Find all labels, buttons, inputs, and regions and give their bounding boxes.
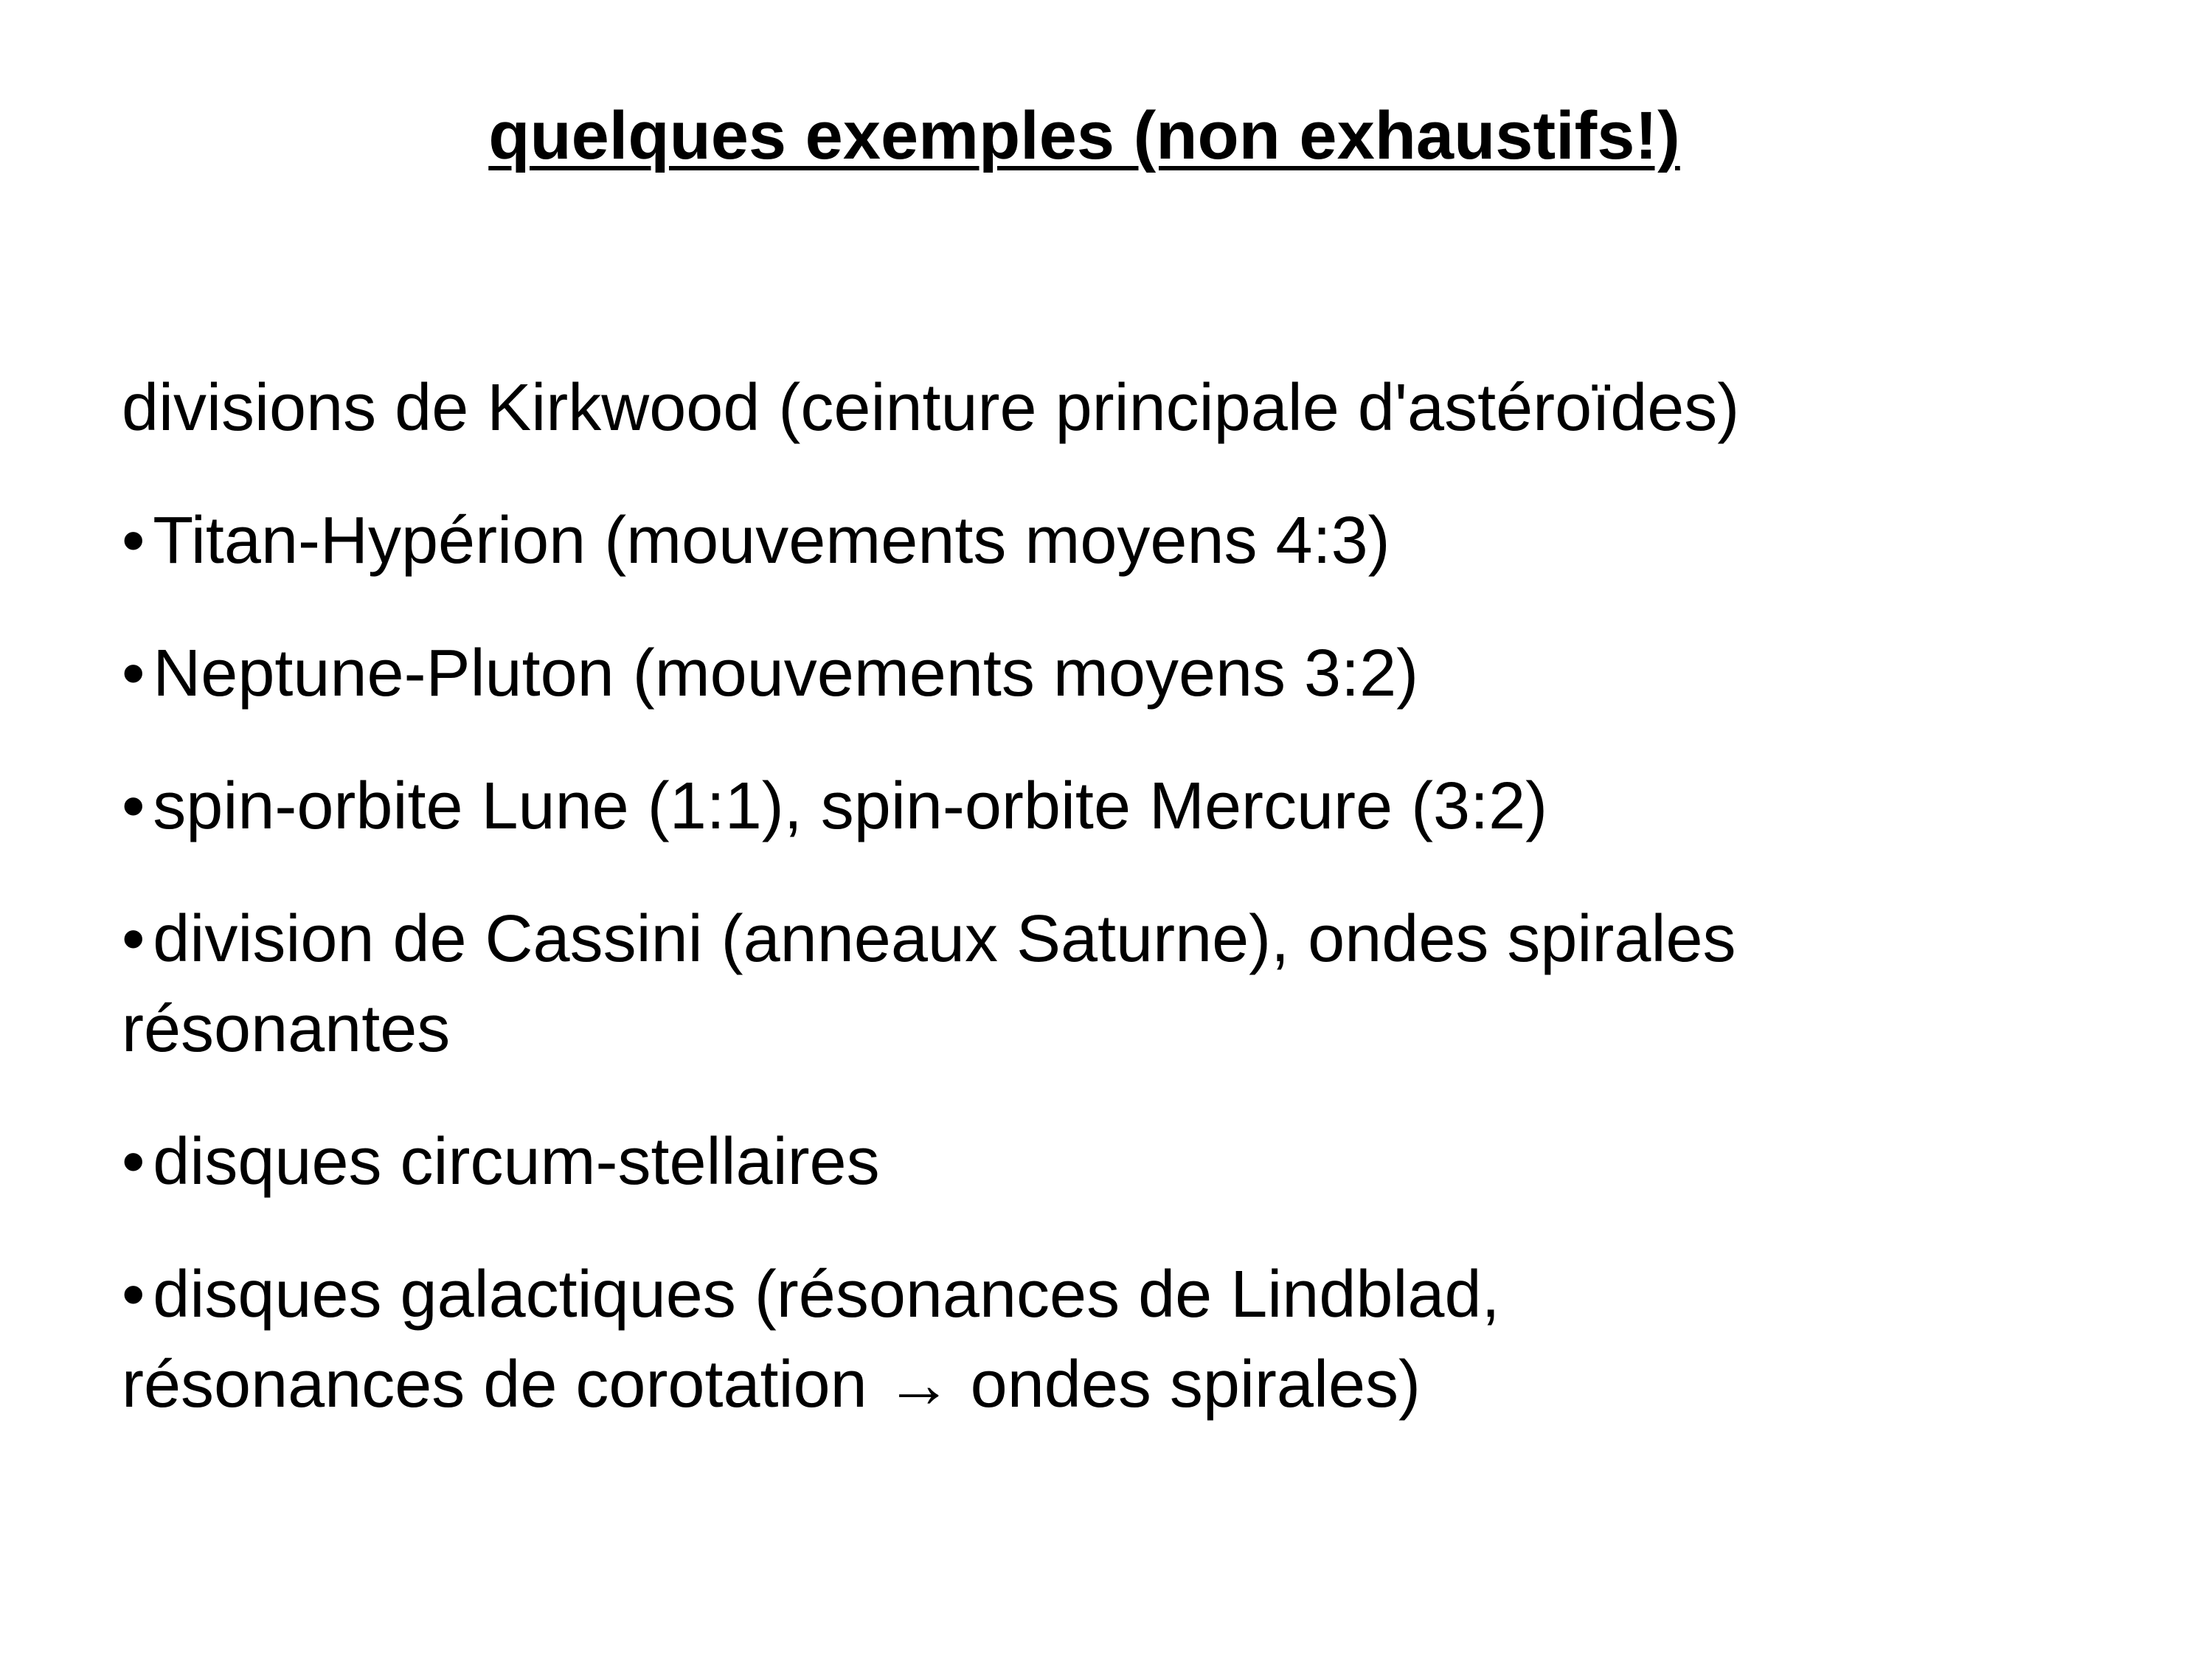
bullet-item-cassini xyxy=(122,894,2113,1074)
slide-body xyxy=(122,363,2113,1472)
bullet-item-titan-hyperion xyxy=(122,496,2113,586)
slide-title: quelques exemples (non exhaustifs!) xyxy=(488,98,1680,173)
bullet-item-neptune-pluton xyxy=(122,628,2113,718)
bullet-text: division de Cassini (anneaux Saturne), ondes spirales xyxy=(153,902,1736,976)
bullet-item-circum-stellaires xyxy=(122,1117,2113,1207)
bullet-text-continuation: résonantes xyxy=(122,992,451,1066)
bullet-icon: • xyxy=(122,1258,145,1331)
intro-text: divisions de Kirkwood (ceinture principale d'astéroïdes) xyxy=(122,371,1740,445)
bullet-text: disques galactiques (résonances de Lindblad, xyxy=(153,1258,1500,1331)
bullet-icon: • xyxy=(122,504,145,578)
bullet-icon: • xyxy=(122,902,145,976)
bullet-item-galactiques xyxy=(122,1250,2113,1430)
bullet-text: Titan-Hypérion (mouvements moyens 4:3) xyxy=(153,504,1390,578)
bullet-text: spin-orbite Lune (1:1), spin-orbite Mercure (3:2) xyxy=(153,769,1548,843)
bullet-icon: • xyxy=(122,1125,145,1199)
bullet-icon: • xyxy=(122,769,145,843)
bullet-list xyxy=(122,496,2113,1430)
bullet-text-continuation: résonances de corotation → ondes spirales) xyxy=(122,1348,1421,1421)
bullet-text: disques circum-stellaires xyxy=(153,1125,880,1199)
bullet-item-spin-orbite xyxy=(122,761,2113,851)
bullet-text: Neptune-Pluton (mouvements moyens 3:2) xyxy=(153,637,1419,710)
bullet-icon: • xyxy=(122,637,145,710)
